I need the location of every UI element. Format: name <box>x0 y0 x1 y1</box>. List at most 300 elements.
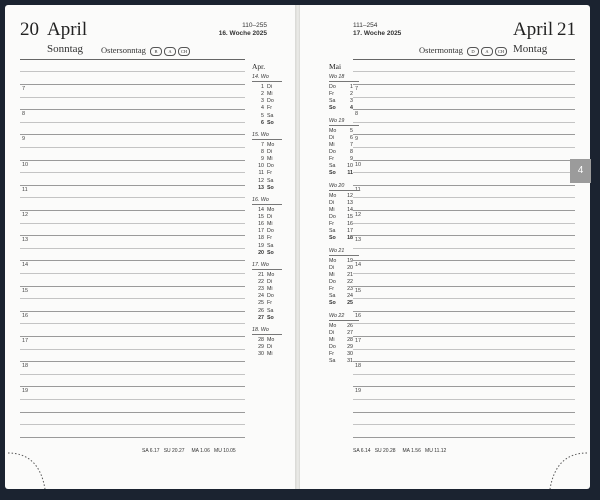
right-cal-week-label: Wo 18 <box>329 74 359 82</box>
cal-day-number: 11 <box>347 170 353 177</box>
right-hour-line[interactable] <box>353 210 575 211</box>
right-cal-day[interactable] <box>329 105 359 112</box>
cal-day-number: 13 <box>347 199 353 206</box>
right-hour-label: 13 <box>355 237 362 244</box>
cal-day-abbr: So <box>329 170 336 177</box>
cal-day-number: 20 <box>347 264 353 271</box>
cal-day-abbr: Mi <box>329 206 335 213</box>
cal-day-number: 8 <box>261 148 264 155</box>
right-hour-line[interactable] <box>353 235 575 236</box>
cal-day-abbr: Fr <box>329 221 334 228</box>
cal-day-number: 31 <box>347 358 353 365</box>
left-hour-label: 11 <box>22 186 28 193</box>
left-cal-week-label: 18. Wo <box>252 327 282 335</box>
right-page <box>300 5 590 489</box>
cal-day-number: 3 <box>350 98 353 105</box>
right-cal-day[interactable] <box>329 258 359 265</box>
left-hour-label: 19 <box>22 388 29 395</box>
left-cal-day[interactable] <box>252 293 282 300</box>
left-hour-line[interactable] <box>20 210 245 211</box>
cal-day-abbr: Mo <box>329 322 337 329</box>
right-corner-dotted-arc <box>540 445 590 489</box>
right-hour-line[interactable] <box>353 84 575 85</box>
cal-day-number: 8 <box>350 148 353 155</box>
right-cal-week-label: Wo 19 <box>329 118 359 126</box>
left-cal-day[interactable] <box>252 228 282 235</box>
cal-day-abbr: Fr <box>329 91 334 98</box>
left-hour-line[interactable] <box>20 185 245 186</box>
cal-day-abbr: Di <box>267 213 273 220</box>
left-cal-day[interactable] <box>252 308 282 315</box>
left-half-hour-line <box>20 71 245 72</box>
left-hour-line[interactable] <box>20 260 245 261</box>
cal-day-abbr: Do <box>267 163 274 170</box>
right-cal-day[interactable] <box>329 358 359 365</box>
left-holiday-name: Ostersonntag <box>101 45 146 55</box>
left-cal-day[interactable] <box>252 84 282 91</box>
right-cal-day[interactable] <box>329 84 359 91</box>
cal-day-number: 12 <box>258 177 264 184</box>
cal-day-abbr: Sa <box>329 358 336 365</box>
left-cal-day[interactable] <box>252 286 282 293</box>
cal-day-abbr: So <box>267 184 274 191</box>
cal-day-abbr: Di <box>267 343 273 350</box>
left-page <box>5 5 295 489</box>
left-cal-month: Apr. <box>252 62 266 71</box>
cal-day-abbr: Sa <box>267 177 274 184</box>
cal-day-abbr: So <box>329 235 336 242</box>
cal-day-number: 11 <box>258 170 264 177</box>
left-cal-day[interactable] <box>252 351 282 358</box>
right-cal-day[interactable] <box>329 200 359 207</box>
right-hour-line[interactable] <box>353 311 575 312</box>
right-hour-line[interactable] <box>353 260 575 261</box>
cal-day-abbr: Di <box>329 329 335 336</box>
left-cal-day[interactable] <box>252 243 282 250</box>
right-hour-label: 9 <box>355 136 359 143</box>
right-weekday: Montag <box>513 43 548 55</box>
right-hour-line[interactable] <box>353 286 575 287</box>
right-badge-3: CH <box>495 47 507 56</box>
left-hour-label: 10 <box>22 161 29 168</box>
left-cal-week-label: 15. Wo <box>252 132 282 140</box>
cal-day-number: 29 <box>258 343 264 350</box>
right-hour-line[interactable] <box>353 437 575 438</box>
month-tab[interactable]: 4 <box>570 159 591 183</box>
cal-day-number: 12 <box>347 192 353 199</box>
left-hour-line[interactable] <box>20 361 245 362</box>
cal-day-number: 21 <box>347 271 353 278</box>
right-hour-line[interactable] <box>353 336 575 337</box>
cal-day-number: 25 <box>258 300 264 307</box>
cal-day-number: 13 <box>258 184 264 191</box>
left-hour-line[interactable] <box>20 311 245 312</box>
left-month: April <box>47 19 88 40</box>
right-badge-1: D <box>467 47 479 56</box>
left-sunset: SU 20.27 <box>163 448 185 454</box>
right-cal-week-label: Wo 21 <box>329 248 359 256</box>
right-cal-day[interactable] <box>329 98 359 105</box>
right-cal-day[interactable] <box>329 344 359 351</box>
right-hour-line[interactable] <box>353 185 575 186</box>
cal-day-number: 22 <box>258 278 264 285</box>
left-cal-week-label: 14. Wo <box>252 74 282 82</box>
left-half-hour-line <box>20 248 245 249</box>
cal-day-number: 18 <box>347 235 353 242</box>
right-half-hour-line <box>353 298 575 299</box>
cal-day-abbr: Mi <box>267 351 273 358</box>
left-cal-day[interactable] <box>252 279 282 286</box>
cal-day-abbr: Do <box>267 98 274 105</box>
cal-day-abbr: Di <box>267 148 273 155</box>
cal-day-abbr: Do <box>329 213 336 220</box>
right-half-hour-line <box>353 248 575 249</box>
right-cal-day[interactable] <box>329 336 362 344</box>
right-half-hour-line <box>353 374 575 375</box>
cal-day-abbr: Sa <box>267 242 274 249</box>
left-half-hour-line <box>20 172 245 173</box>
cal-day-number: 24 <box>258 293 264 300</box>
right-footer <box>353 448 446 454</box>
left-weekday: Sonntag <box>47 43 84 55</box>
left-cal-day[interactable] <box>252 170 282 177</box>
cal-day-abbr: Sa <box>267 112 274 119</box>
right-cal-day[interactable] <box>329 279 359 286</box>
left-cal-day[interactable] <box>252 185 282 192</box>
right-half-hour-line <box>353 71 575 72</box>
right-hour-line[interactable] <box>353 109 575 110</box>
left-hour-line[interactable] <box>20 286 245 287</box>
cal-day-number: 24 <box>347 293 353 300</box>
left-half-hour-line <box>20 97 245 98</box>
right-badge-2: A <box>481 47 493 56</box>
cal-day-abbr: Do <box>329 278 336 285</box>
cal-day-number: 5 <box>261 112 264 119</box>
right-cal-day[interactable] <box>329 142 359 149</box>
left-half-hour-line <box>20 122 245 123</box>
cal-day-abbr: Mi <box>329 336 335 343</box>
cal-day-abbr: Do <box>267 228 274 235</box>
left-cal-day[interactable] <box>252 178 282 185</box>
right-cal-day[interactable] <box>329 128 359 135</box>
cal-day-abbr: Mi <box>329 271 335 278</box>
right-cal-day[interactable] <box>329 300 359 307</box>
cal-day-number: 27 <box>258 314 264 321</box>
cal-day-abbr: Do <box>329 148 336 155</box>
right-cal-day[interactable] <box>329 207 359 214</box>
right-cal-day[interactable] <box>329 293 359 300</box>
cal-day-number: 4 <box>261 105 264 112</box>
left-cal-day[interactable] <box>252 315 282 322</box>
right-hour-line[interactable] <box>353 361 575 362</box>
right-hour-label: 10 <box>355 161 362 168</box>
cal-day-number: 19 <box>347 257 353 264</box>
left-holiday <box>101 45 190 56</box>
right-half-hour-line <box>353 399 575 400</box>
right-week-label: 17. Woche 2025 <box>353 30 402 37</box>
right-half-hour-line <box>353 273 575 274</box>
right-half-hour-line <box>353 172 575 173</box>
cal-day-number: 2 <box>261 91 264 98</box>
cal-day-number: 19 <box>258 242 264 249</box>
right-half-hour-line <box>353 223 575 224</box>
cal-day-abbr: Fr <box>267 235 272 242</box>
right-hour-label: 16 <box>355 312 362 319</box>
right-mini-calendar <box>329 62 362 365</box>
cal-day-number: 26 <box>347 322 353 329</box>
left-cal-day[interactable] <box>252 272 282 279</box>
cal-day-abbr: Mo <box>267 336 275 343</box>
left-hour-label: 13 <box>22 237 29 244</box>
cal-day-abbr: Sa <box>329 293 336 300</box>
left-cal-day[interactable] <box>252 163 282 170</box>
right-holiday-name: Ostermontag <box>419 45 463 55</box>
left-cal-week-label: 16. Wo <box>252 197 282 205</box>
cal-day-abbr: So <box>329 300 336 307</box>
right-cal-day[interactable] <box>329 228 359 235</box>
left-hour-line[interactable] <box>20 134 245 135</box>
left-badge-1: B <box>150 47 162 56</box>
left-half-hour-line <box>20 298 245 299</box>
left-hour-line[interactable] <box>20 235 245 236</box>
left-cal-day[interactable] <box>252 142 282 149</box>
cal-day-abbr: Fr <box>329 156 334 163</box>
left-hour-line[interactable] <box>20 386 245 387</box>
left-half-hour-line <box>20 147 245 148</box>
cal-day-abbr: Fr <box>267 300 272 307</box>
right-moonset: MU 11.12 <box>425 448 447 454</box>
left-sunrise: SA 6.17 <box>142 448 160 454</box>
left-mini-calendar <box>252 62 282 358</box>
right-cal-day[interactable] <box>329 265 359 272</box>
right-hour-line[interactable] <box>353 386 575 387</box>
left-cal-day[interactable] <box>252 98 282 105</box>
cal-day-number: 25 <box>347 300 353 307</box>
cal-day-number: 9 <box>261 156 264 163</box>
cal-day-number: 6 <box>350 134 353 141</box>
left-cal-day[interactable] <box>252 221 282 228</box>
right-cal-week-label: Wo 20 <box>329 183 359 191</box>
right-sunrise: SA 6.14 <box>353 448 371 454</box>
cal-day-abbr: Fr <box>267 170 272 177</box>
right-hour-label: 15 <box>355 287 362 294</box>
right-half-hour-line <box>353 197 575 198</box>
cal-day-number: 14 <box>258 206 264 213</box>
cal-day-number: 17 <box>258 228 264 235</box>
left-cal-day[interactable] <box>252 91 282 98</box>
cal-day-number: 29 <box>347 343 353 350</box>
left-half-hour-line <box>20 374 245 375</box>
right-cal-day[interactable] <box>329 161 362 170</box>
cal-day-number: 23 <box>347 286 353 293</box>
cal-day-abbr: Mo <box>329 127 337 134</box>
cal-day-abbr: So <box>267 249 274 256</box>
cal-day-abbr: Di <box>329 264 335 271</box>
cal-day-abbr: Do <box>329 84 336 90</box>
cal-day-number: 16 <box>347 221 353 228</box>
left-cal-day[interactable] <box>252 105 282 112</box>
cal-day-abbr: Do <box>267 293 274 300</box>
right-hour-label: 18 <box>355 363 362 370</box>
cal-day-abbr: Mi <box>329 141 335 148</box>
right-cal-day[interactable] <box>329 135 359 142</box>
right-cal-day[interactable] <box>329 323 359 330</box>
cal-day-number: 7 <box>350 141 353 148</box>
left-half-hour-line <box>20 197 245 198</box>
left-half-hour-line <box>20 223 245 224</box>
cal-day-number: 14 <box>347 206 353 213</box>
right-hour-label: 14 <box>355 262 362 269</box>
left-hour-label: 7 <box>22 86 26 92</box>
left-hour-label: 12 <box>22 212 29 218</box>
left-hour-label: 14 <box>22 262 29 269</box>
cal-day-number: 28 <box>347 336 353 343</box>
cal-day-number: 27 <box>347 329 353 336</box>
cal-day-abbr: Fr <box>329 351 334 358</box>
cal-day-abbr: Mo <box>329 192 337 199</box>
left-footer <box>142 448 236 454</box>
cal-day-number: 21 <box>258 271 264 278</box>
cal-day-number: 7 <box>261 141 264 148</box>
right-day-number: 21 <box>557 19 576 40</box>
right-half-hour-line <box>353 323 575 324</box>
left-cal-day[interactable] <box>252 156 282 163</box>
cal-day-number: 26 <box>258 307 264 314</box>
cal-day-abbr: Di <box>267 84 273 90</box>
left-half-hour-line <box>20 399 245 400</box>
right-cal-day[interactable] <box>329 351 359 358</box>
cal-day-abbr: Di <box>267 278 273 285</box>
right-cal-day[interactable] <box>329 193 359 200</box>
cal-day-abbr: So <box>267 119 274 126</box>
left-cal-day[interactable] <box>252 300 282 307</box>
right-cal-day[interactable] <box>329 221 359 228</box>
cal-day-number: 15 <box>347 213 353 220</box>
cal-day-number: 10 <box>347 163 353 170</box>
left-half-hour-line <box>20 424 245 425</box>
cal-day-abbr: Mo <box>267 271 275 278</box>
cal-day-number: 5 <box>350 127 353 134</box>
cal-day-number: 10 <box>258 163 264 170</box>
left-corner-dotted-arc <box>5 445 55 489</box>
cal-day-number: 16 <box>258 221 264 228</box>
right-half-hour-line <box>353 97 575 98</box>
cal-day-abbr: Di <box>329 134 335 141</box>
right-hour-label: 19 <box>355 388 362 395</box>
left-half-hour-line <box>20 323 245 324</box>
cal-day-abbr: So <box>329 105 336 112</box>
cal-day-number: 22 <box>347 278 353 285</box>
cal-day-abbr: Fr <box>329 286 334 293</box>
left-cal-day[interactable] <box>252 214 282 221</box>
left-hour-line[interactable] <box>20 412 245 413</box>
right-cal-day[interactable] <box>329 156 359 163</box>
cal-day-abbr: Mi <box>267 91 273 98</box>
left-cal-day[interactable] <box>252 113 282 120</box>
right-cal-day[interactable] <box>329 330 359 337</box>
right-half-hour-line <box>353 122 575 123</box>
right-holiday <box>419 45 507 56</box>
right-hour-label: 17 <box>355 338 362 344</box>
right-hour-line[interactable] <box>353 412 575 413</box>
right-cal-day[interactable] <box>329 272 359 279</box>
cal-day-number: 4 <box>350 105 353 112</box>
left-cal-day[interactable] <box>252 120 282 127</box>
cal-day-abbr: Mo <box>267 141 275 148</box>
left-hour-label: 8 <box>22 111 26 118</box>
left-cal-week-label: 17. Wo <box>252 262 282 270</box>
cal-day-number: 1 <box>350 84 353 90</box>
cal-day-number: 18 <box>258 235 264 242</box>
cal-day-number: 3 <box>261 98 264 105</box>
left-hour-line[interactable] <box>20 84 245 85</box>
right-month: April <box>513 19 554 40</box>
right-day-counter: 111–254 <box>353 22 378 29</box>
left-week-label: 16. Woche 2025 <box>218 30 267 37</box>
left-moonset: MU 10.05 <box>214 448 236 454</box>
left-day-number: 20 <box>20 19 39 40</box>
cal-day-abbr: Mi <box>267 221 273 228</box>
right-cal-day[interactable] <box>329 149 359 156</box>
left-moonrise: MA 1.06 <box>191 448 210 454</box>
left-cal-day[interactable] <box>252 207 282 214</box>
cal-day-abbr: Mi <box>267 156 273 163</box>
right-hour-label: 8 <box>355 111 359 118</box>
right-hour-line[interactable] <box>353 134 575 135</box>
right-hour-label: 12 <box>355 212 362 218</box>
right-hour-line[interactable] <box>353 160 575 161</box>
cal-day-number: 1 <box>261 84 264 90</box>
cal-day-abbr: Sa <box>329 98 336 105</box>
right-cal-month: Mai <box>329 62 342 71</box>
left-cal-day[interactable] <box>252 250 282 257</box>
right-half-hour-line <box>353 424 575 425</box>
cal-day-number: 15 <box>258 213 264 220</box>
left-hour-label: 18 <box>22 363 29 370</box>
left-hour-line[interactable] <box>20 160 245 161</box>
right-hour-label: 7 <box>355 86 359 92</box>
left-hour-line[interactable] <box>20 109 245 110</box>
left-hour-label: 16 <box>22 312 29 319</box>
left-hour-line[interactable] <box>20 336 245 337</box>
left-cal-day[interactable] <box>252 235 282 242</box>
left-cal-day[interactable] <box>252 337 282 344</box>
left-half-hour-line <box>20 349 245 350</box>
left-badge-2: A <box>164 47 176 56</box>
cal-day-number: 20 <box>258 249 264 256</box>
left-hour-label: 9 <box>22 136 26 143</box>
cal-day-number: 30 <box>258 351 264 358</box>
cal-day-number: 23 <box>258 286 264 293</box>
cal-day-abbr: Sa <box>267 307 274 314</box>
left-half-hour-line <box>20 273 245 274</box>
right-cal-day[interactable] <box>329 91 359 98</box>
cal-day-abbr: Mi <box>267 286 273 293</box>
cal-day-abbr: Mo <box>329 257 337 264</box>
left-hour-line[interactable] <box>20 437 245 438</box>
left-hour-label: 17 <box>22 338 29 344</box>
right-moonrise: MA 1.56 <box>402 448 421 454</box>
left-cal-day[interactable] <box>252 149 282 156</box>
left-day-counter: 110–255 <box>242 22 267 29</box>
left-hour-label: 15 <box>22 287 29 294</box>
cal-day-abbr: Di <box>329 199 335 206</box>
cal-day-number: 2 <box>350 91 353 98</box>
right-cal-day[interactable] <box>329 170 359 177</box>
cal-day-abbr: Do <box>329 343 336 350</box>
left-cal-day[interactable] <box>252 344 282 351</box>
right-sunset: SU 20.28 <box>374 448 396 454</box>
